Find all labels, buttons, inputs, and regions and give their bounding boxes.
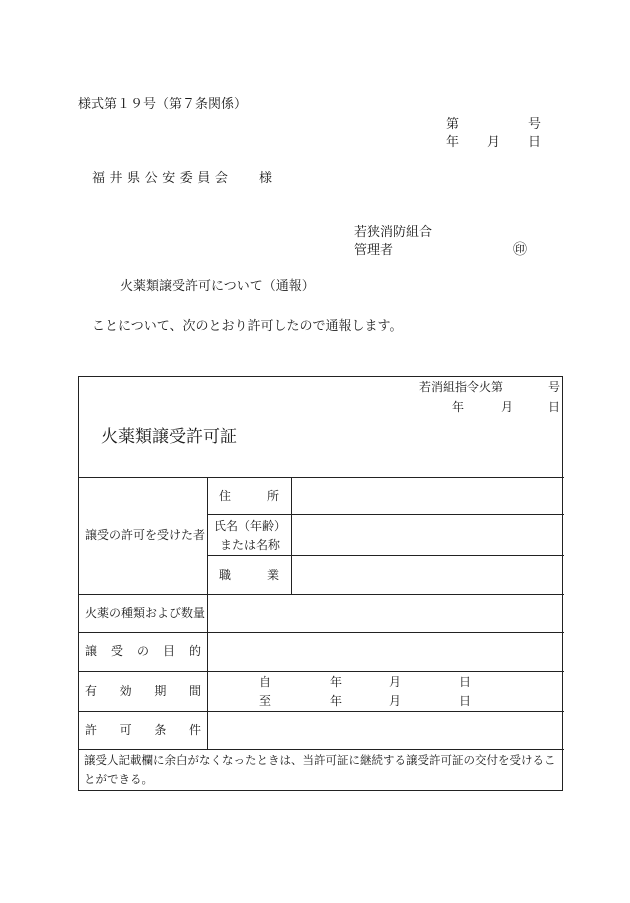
address-label: 住 所 bbox=[219, 489, 279, 503]
occupation-label: 職 業 bbox=[219, 568, 279, 582]
period-to-hi: 日 bbox=[459, 694, 472, 708]
addressee: 福井県公安委員会 bbox=[92, 171, 233, 186]
cert-nen: 年 bbox=[452, 400, 465, 414]
period-to-tsuki: 月 bbox=[389, 694, 402, 708]
footnote-line-1: 譲受人記載欄に余白がなくなったときは、当許可証に継続する譲受許可証の交付を受けるこ bbox=[84, 753, 556, 767]
period-from: 自 bbox=[259, 675, 272, 689]
header-dai: 第 bbox=[446, 117, 460, 132]
period-from-nen: 年 bbox=[330, 675, 343, 689]
header-hi: 日 bbox=[528, 135, 542, 150]
period-to: 至 bbox=[259, 694, 272, 708]
period-from-hi: 日 bbox=[459, 675, 472, 689]
recipient-label: 譲受の許可を受けた者 bbox=[85, 528, 206, 542]
header-nen: 年 bbox=[446, 135, 460, 150]
header-tsuki: 月 bbox=[487, 135, 501, 150]
header-go: 号 bbox=[528, 117, 542, 132]
period-from-tsuki: 月 bbox=[389, 675, 402, 689]
certificate-box bbox=[78, 376, 563, 791]
period-label: 有 効 期 間 bbox=[85, 684, 201, 698]
seal-mark: ㊞ bbox=[513, 242, 527, 258]
name-label-1: 氏名（年齢） bbox=[214, 519, 287, 533]
purpose-label: 譲 受 の 目 的 bbox=[85, 644, 201, 658]
subject: 火薬類譲受許可について（通報） bbox=[120, 279, 315, 294]
explosive-label: 火薬の種類および数量 bbox=[85, 606, 206, 620]
cert-hi: 日 bbox=[548, 400, 561, 414]
certificate-title: 火薬類譲受許可証 bbox=[101, 427, 237, 447]
period-to-nen: 年 bbox=[330, 694, 343, 708]
cert-tsuki: 月 bbox=[501, 400, 514, 414]
conditions-label: 許 可 条 件 bbox=[85, 723, 201, 737]
sender-org: 若狭消防組合 bbox=[354, 225, 433, 240]
cert-go: 号 bbox=[548, 380, 561, 394]
form-label: 様式第１９号（第７条関係） bbox=[78, 97, 248, 112]
name-label-2: または名称 bbox=[220, 538, 281, 552]
body-text: ことについて、次のとおり許可したので通報します。 bbox=[92, 319, 403, 334]
sender-title: 管理者 bbox=[354, 243, 394, 258]
cert-number-prefix: 若消組指令火第 bbox=[419, 380, 504, 394]
footnote-line-2: とができる。 bbox=[84, 772, 153, 786]
honorific: 様 bbox=[259, 171, 273, 186]
